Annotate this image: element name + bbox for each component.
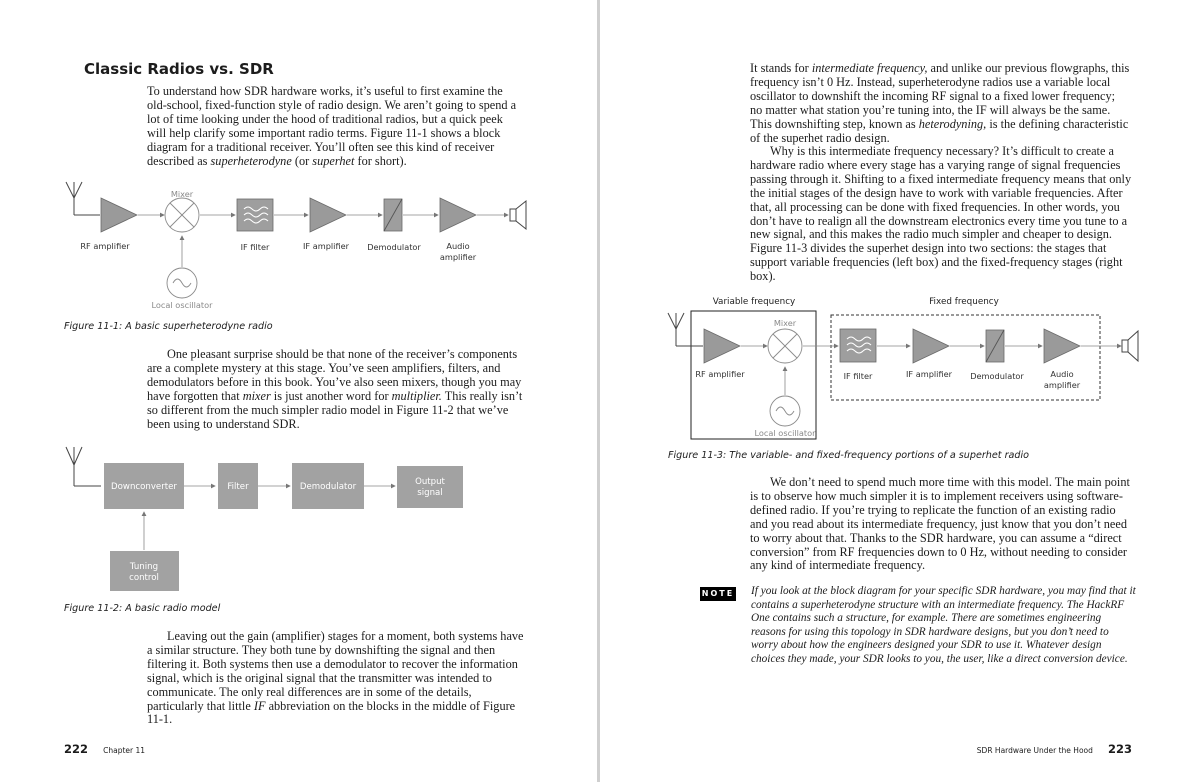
antenna-icon [66,447,101,486]
output-signal-block [397,466,463,508]
paragraph-components: One pleasant surprise should be that none of the receiver’s components are a complete mystery at this stage. You’ve seen amplifiers, filters, and demodulators before in this book. You’ve also seen mixers, though you may have forgotten that mixer is just another word for multiplier. This really isn’t so different from the much simpler radio model in Figure 11-2 that we’ve been using to understand SDR. [147,347,523,431]
output-signal-label-line2: signal [417,488,443,498]
note-text: If you look at the block diagram for your specific SDR hardware, you may find that it contains a superheterodyne structure with an intermediate frequency. The HackRF One contains such a structure, for example. There are sometimes engineering reasons for using this topology in SDR hardware designs, but you don’t need to worry about how the engineers designed your SDR to use it. Whatever design choices they made, your SDR looks to you, the user, like a direct conversion device. [751,585,1136,665]
if-amplifier-icon [913,329,949,363]
mixer-label: Mixer [773,318,797,328]
audio-amplifier-label-line1: Audio [1050,369,1074,379]
paragraph-simpler-model: We don’t need to spend much more time with this model. The main point is to observe how much simpler it is to implement receivers using software-defined radio. If you’re trying to replicate the function of an existing radio and you read about its intermediate frequency, just know that you don’t need to worry about that. Thanks to the SDR hardware, you can assume a “direct conversion” from RF frequencies down to 0 Hz, without needing to consider any kind of intermediate frequency. [750,475,1130,573]
tuning-control-label-line2: control [129,573,159,583]
output-signal-label-line1: Output [415,477,445,487]
antenna-icon [668,313,703,346]
demodulator-label: Demodulator [367,242,421,252]
right-folio [977,738,1132,757]
rf-amplifier-label: RF amplifier [695,369,745,379]
rf-amplifier-label: RF amplifier [80,241,130,251]
chapter-label: Chapter 11 [103,746,146,755]
audio-amplifier-label-line1: Audio [446,241,470,251]
local-oscillator-label: Local oscillator [151,300,213,310]
demodulator-label: Demodulator [970,371,1024,381]
downconverter-label: Downconverter [111,482,177,492]
figure-11-2-caption: Figure 11-2: A basic radio model [64,603,221,614]
if-amplifier-label: IF amplifier [905,369,953,379]
if-filter-label: IF filter [843,371,873,381]
left-page [0,0,597,782]
paragraph-why-if: Why is this intermediate frequency necessary? It’s difficult to create a hardware radio where every stage has a varying range of signal frequencies passing through it. Shifting to a fixed intermediate frequency means that only the initial stages of the design have to work with variable frequencies. After that, all processing can be done with fixed frequencies. In other words, you don’t have to realign all the downstream electronics every time you tune to a new signal, and this makes the radio much simpler and cheaper to design. Figure 11-3 divides the superhet design into two sections: the stages that support variable frequencies (left box) and the fixed-frequency stages (right box). [750,144,1132,284]
audio-amplifier-label-line2: amplifier [439,252,477,262]
speaker-icon [1122,331,1138,361]
audio-amplifier-icon [1044,329,1080,363]
paragraph-comparison: Leaving out the gain (amplifier) stages for a moment, both systems have a similar structure. They both tune by downshifting the signal and then filtering it. Both systems then use a demodulator to recover the information signal, which is the original signal that the transmitter was intended to communicate. The only real differences are in some of the details, particularly that little IF abbreviation on the blocks in the middle of Figure 11-1. [147,629,524,727]
local-oscillator-icon [770,396,800,426]
filter-label: Filter [227,482,249,492]
figure-11-2-radio-model-diagram [0,0,597,600]
local-oscillator-label: Local oscillator [754,428,816,438]
section-heading: Classic Radios vs. SDR [84,60,274,78]
tuning-control-label-line1: Tuning [129,562,159,572]
figure-11-3-caption: Figure 11-3: The variable- and fixed-frequency portions of a superhet radio [668,450,1030,461]
left-folio [64,738,145,757]
mixer-icon [768,329,802,363]
fixed-frequency-heading: Fixed frequency [929,297,999,307]
if-amplifier-label: IF amplifier [302,241,350,251]
if-filter-label: IF filter [240,242,270,252]
rf-amplifier-icon [704,329,740,363]
page-number: 222 [64,742,89,756]
demodulator-icon [986,330,1004,362]
paragraph-if-definition: It stands for intermediate frequency, and unlike our previous flowgraphs, this frequency isn’t 0 Hz. Instead, superheterodyne radios use a variable local oscillator to downshift the incoming RF signal to a fixed lower frequency; no matter what station you’re tuning into, the IF will always be the same. This downshifting step, known as heterodyning, is the defining characteristic of the superhet radio design. [750,61,1130,145]
note-badge: NOTE [700,587,736,601]
audio-amplifier-label-line2: amplifier [1043,380,1081,390]
running-title: SDR Hardware Under the Hood [976,746,1093,755]
mixer-label: Mixer [170,189,194,199]
figure-11-1-caption: Figure 11-1: A basic superheterodyne radio [64,321,273,332]
demodulator-label: Demodulator [299,482,357,492]
variable-frequency-heading: Variable frequency [712,297,796,307]
if-filter-icon [840,329,876,362]
page-number: 223 [1107,742,1132,756]
figure-11-3-variable-fixed-diagram [600,0,1200,450]
paragraph-intro: To understand how SDR hardware works, it’s useful to first examine the old-school, fixed-function style of radio design. We aren’t going to spend a lot of time looking under the hood of traditional radios, but a quick peek will help clarify some important radio terms. Figure 11-1 shows a block diagram for a traditional receiver. You’ll often see this kind of receiver described as superheterodyne (or superhet for short). [147,84,517,168]
